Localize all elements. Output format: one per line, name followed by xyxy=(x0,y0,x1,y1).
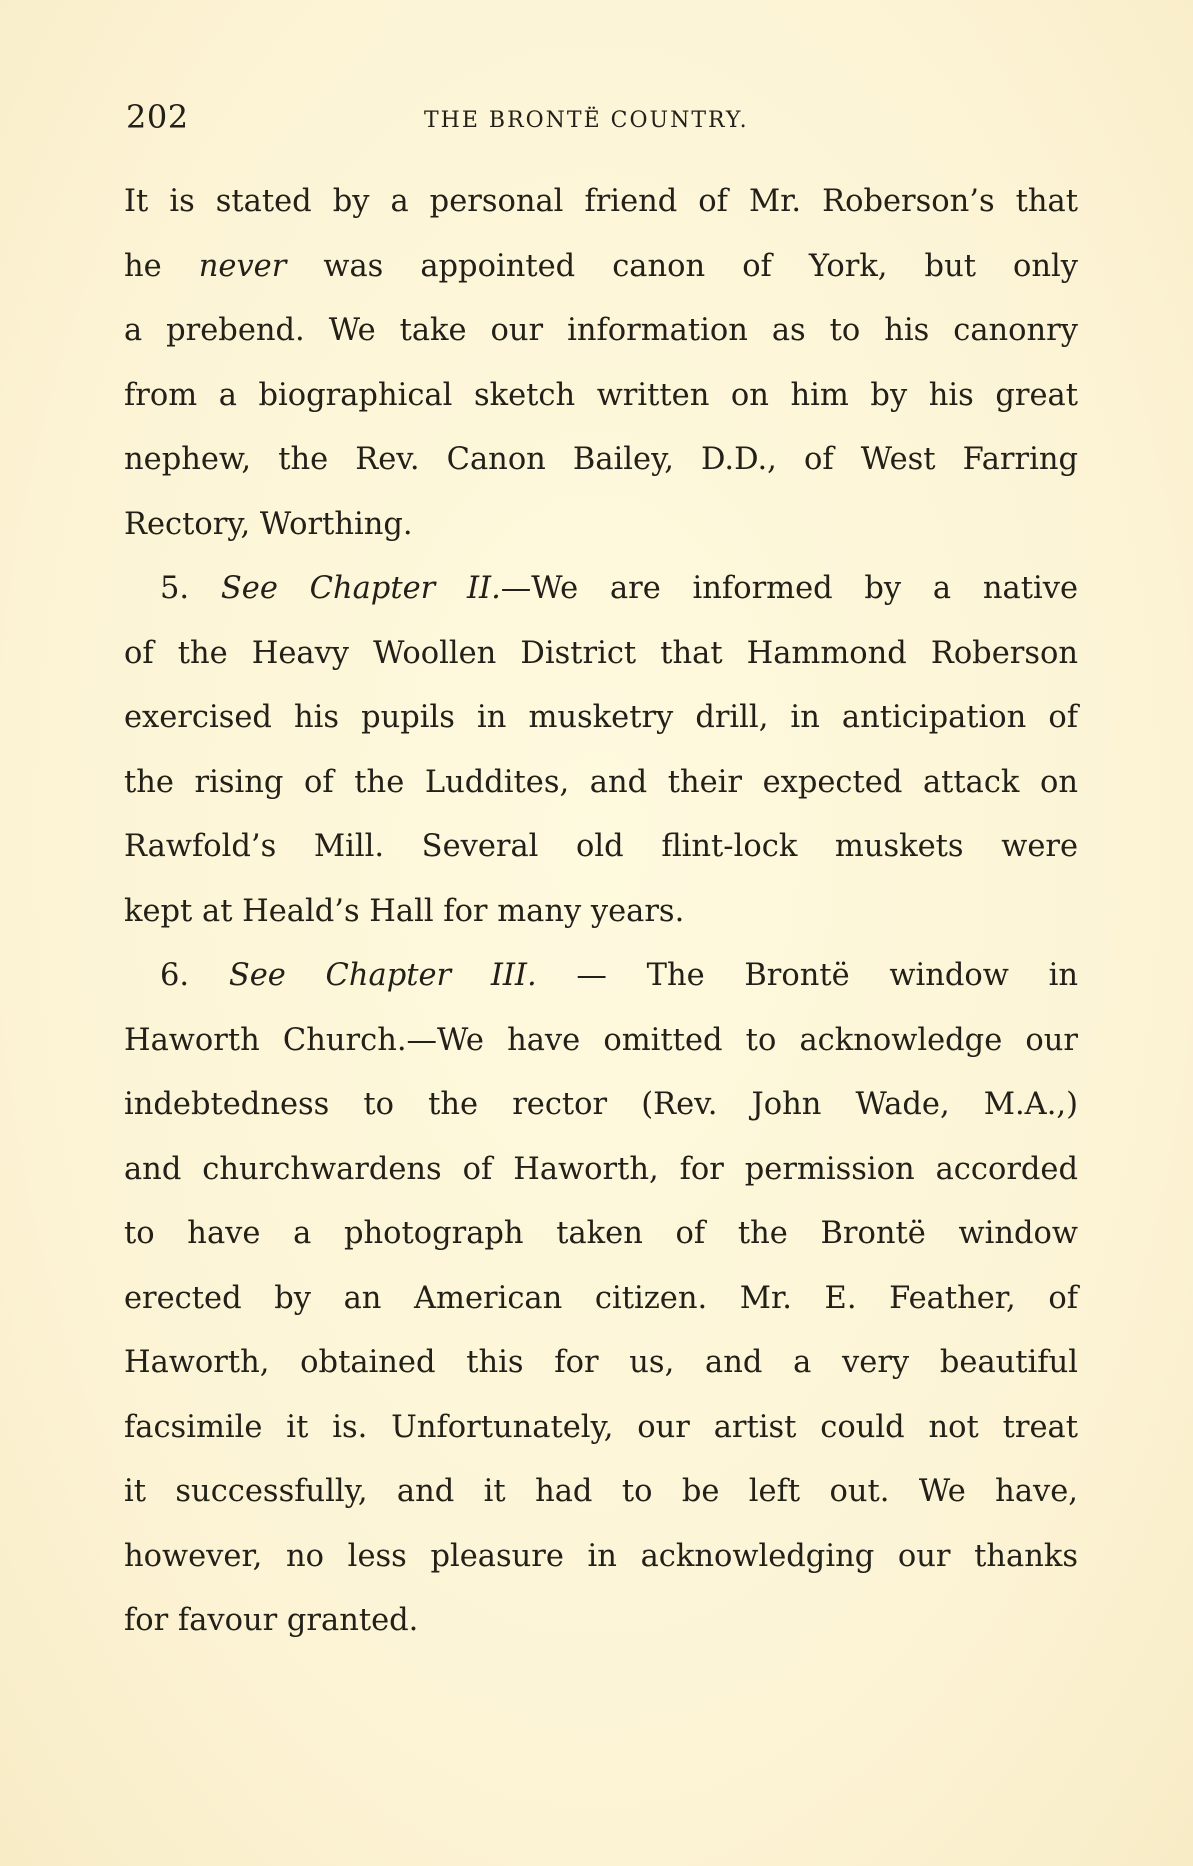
text-line xyxy=(124,1525,1078,1590)
text-line xyxy=(124,622,1078,687)
text-segment: It is stated by a personal friend of Mr. Roberson’s that xyxy=(124,184,1078,219)
text-line xyxy=(124,1589,1078,1654)
text-segment: he xyxy=(124,248,199,284)
text-line xyxy=(124,1009,1078,1074)
text-segment: —We are informed by a native xyxy=(500,571,1078,606)
text-line xyxy=(124,815,1078,880)
page-header xyxy=(126,98,1081,146)
text-segment: 5. xyxy=(160,571,221,606)
italic-text: See Chapter II. xyxy=(220,571,501,606)
page-number: 202 xyxy=(126,98,189,136)
paragraph xyxy=(124,170,1078,557)
text-line xyxy=(124,1396,1078,1461)
text-segment: from a biographical sketch written on him by his great xyxy=(124,377,1078,413)
text-line xyxy=(124,1460,1078,1525)
text-segment: a prebend. We take our information as to his canonry xyxy=(124,313,1078,348)
italic-text: never xyxy=(198,248,287,284)
paragraph xyxy=(124,557,1078,944)
text-segment: Rawfold’s Mill. Several old flint-lock muskets were xyxy=(124,829,1078,864)
text-segment: Haworth, obtained this for us, and a very beautiful xyxy=(124,1345,1078,1380)
text-segment: and churchwardens of Haworth, for permission accorded xyxy=(124,1151,1078,1187)
text-line xyxy=(124,428,1078,493)
text-line xyxy=(124,493,1078,558)
text-line xyxy=(124,364,1078,429)
text-line xyxy=(124,299,1078,364)
text-segment: of the Heavy Woollen District that Hammond Roberson xyxy=(124,635,1078,671)
text-segment: exercised his pupils in musketry drill, in anticipation of xyxy=(124,700,1078,735)
text-segment: to have a photograph taken of the Brontë window xyxy=(124,1216,1078,1251)
text-line xyxy=(124,880,1078,945)
body-text xyxy=(124,170,1078,1654)
running-title: THE BRONTË COUNTRY. xyxy=(424,108,749,133)
text-line xyxy=(124,1331,1078,1396)
text-segment: the rising of the Luddites, and their expected attack on xyxy=(124,764,1078,800)
text-line xyxy=(124,235,1078,300)
text-line xyxy=(124,1073,1078,1138)
paragraph xyxy=(124,944,1078,1654)
text-line xyxy=(124,1267,1078,1332)
text-segment: for favour granted. xyxy=(124,1603,419,1638)
text-segment: nephew, the Rev. Canon Bailey, D.D., of West Farring xyxy=(124,442,1078,477)
text-segment: facsimile it is. Unfortunately, our artist could not treat xyxy=(124,1409,1078,1445)
text-line xyxy=(124,557,1078,622)
text-segment: it successfully, and it had to be left out. We have, xyxy=(124,1474,1078,1509)
text-line xyxy=(124,170,1078,235)
text-line xyxy=(124,944,1078,1009)
text-line xyxy=(124,1202,1078,1267)
text-segment: Haworth Church.—We have omitted to acknowledge our xyxy=(124,1022,1078,1058)
text-segment: however, no less pleasure in acknowledging our thanks xyxy=(124,1538,1078,1574)
text-segment: 6. xyxy=(160,958,229,993)
text-line xyxy=(124,751,1078,816)
italic-text: See Chapter III. xyxy=(228,958,537,993)
text-segment: — The Brontë window in xyxy=(536,958,1078,993)
text-segment: was appointed canon of York, but only xyxy=(286,248,1079,284)
text-line xyxy=(124,686,1078,751)
text-line xyxy=(124,1138,1078,1203)
text-segment: Rectory, Worthing. xyxy=(124,506,413,542)
text-segment: kept at Heald’s Hall for many years. xyxy=(124,893,685,929)
text-segment: indebtedness to the rector (Rev. John Wade, M.A.,) xyxy=(124,1087,1078,1122)
text-segment: erected by an American citizen. Mr. E. Feather, of xyxy=(124,1280,1078,1316)
